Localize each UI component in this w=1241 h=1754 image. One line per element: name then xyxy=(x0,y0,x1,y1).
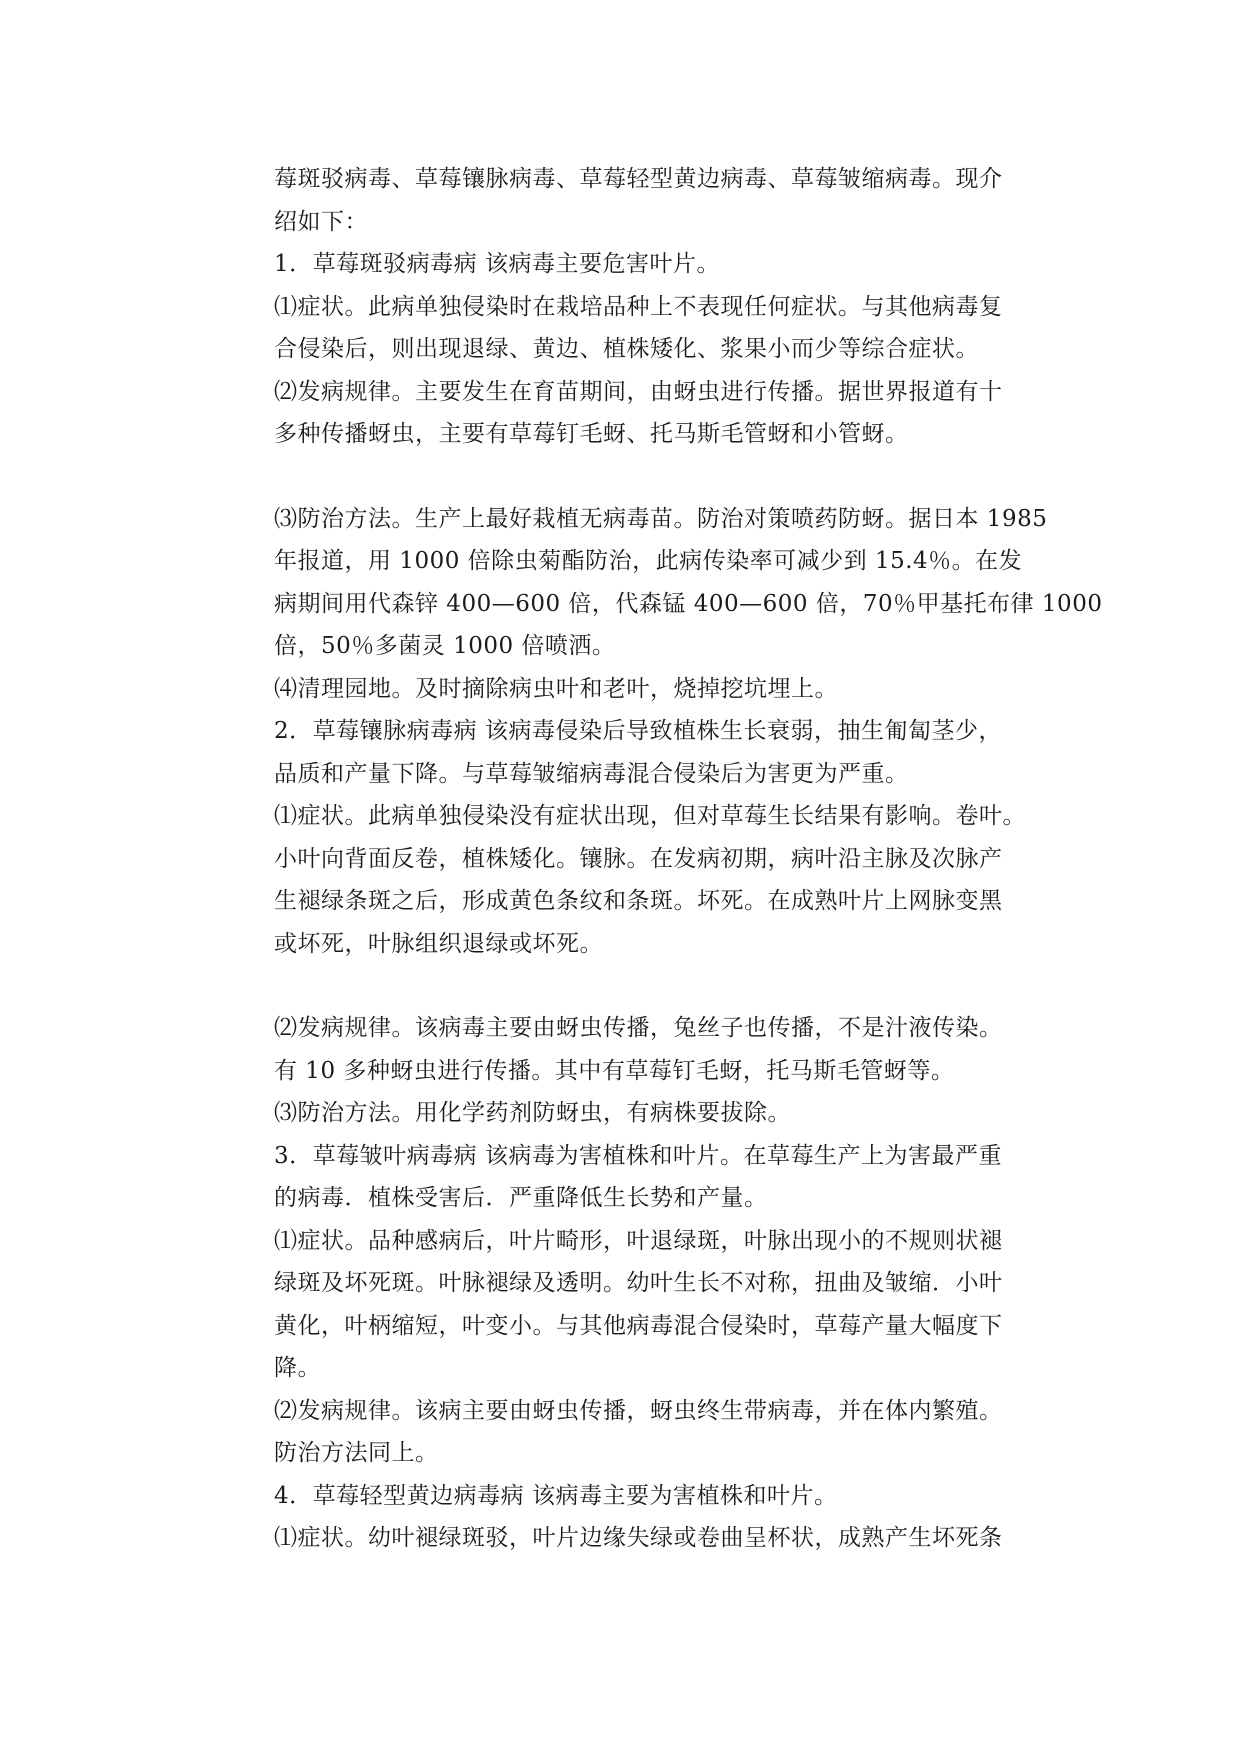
text-line: ⑴症状。此病单独侵染时在栽培品种上不表现任何症状。与其他病毒复 xyxy=(274,293,1003,320)
text-line: 生褪绿条斑之后，形成黄色条纹和条斑。坏死。在成熟叶片上网脉变黑 xyxy=(274,888,1003,914)
text-line: ⑶防治方法。用化学药剂防蚜虫，有病株要拔除。 xyxy=(274,1100,791,1126)
text-line: 多种传播蚜虫，主要有草莓钉毛蚜、托马斯毛管蚜和小管蚜。 xyxy=(274,421,909,447)
text-line: 小叶向背面反卷，植株矮化。镶脉。在发病初期，病叶沿主脉及次脉产 xyxy=(274,845,1003,872)
text-line: 绿斑及坏死斑。叶脉褪绿及透明。幼叶生长不对称，扭曲及皱缩．小叶 xyxy=(274,1270,1003,1296)
text-line: ⑷清理园地。及时摘除病虫叶和老叶，烧掉挖坑埋上。 xyxy=(274,675,838,702)
text-line: ⑵发病规律。该病主要由蚜虫传播，蚜虫终生带病毒，并在体内繁殖。 xyxy=(274,1397,1003,1424)
text-line: ⑴症状。幼叶褪绿斑驳，叶片边缘失绿或卷曲呈杯状，成熟产生坏死条 xyxy=(274,1525,1003,1551)
text-line: 绍如下： xyxy=(274,208,368,235)
document-body xyxy=(274,158,1103,1560)
text-line: 病期间用代森锌 400—600 倍，代森锰 400—600 倍，70％甲基托布律 1000 xyxy=(274,590,1103,617)
text-line: 的病毒．植株受害后．严重降低生长势和产量。 xyxy=(274,1185,768,1211)
text-line: 或坏死，叶脉组织退绿或坏死。 xyxy=(274,930,603,957)
text-line: 降。 xyxy=(274,1355,321,1381)
section-heading: 2．草莓镶脉病毒病 该病毒侵染后导致植株生长衰弱，抽生匍匐茎少， xyxy=(274,718,1002,744)
section-heading: 1．草莓斑驳病毒病 该病毒主要危害叶片。 xyxy=(274,251,720,277)
text-line: 倍，50％多菌灵 1000 倍喷洒。 xyxy=(274,633,616,659)
text-line: 有 10 多种蚜虫进行传播。其中有草莓钉毛蚜，托马斯毛管蚜等。 xyxy=(274,1057,955,1084)
text-line: ⑵发病规律。主要发生在育苗期间，由蚜虫进行传播。据世界报道有十 xyxy=(274,378,1003,405)
text-line: 莓斑驳病毒、草莓镶脉病毒、草莓轻型黄边病毒、草莓皱缩病毒。现介 xyxy=(274,166,1003,192)
text-line: 年报道，用 1000 倍除虫菊酯防治，此病传染率可减少到 15.4％。在发 xyxy=(274,548,1023,574)
text-line: 品质和产量下降。与草莓皱缩病毒混合侵染后为害更为严重。 xyxy=(274,760,909,787)
blank-line xyxy=(274,965,1054,1007)
text-line: 黄化，叶柄缩短，叶变小。与其他病毒混合侵染时，草莓产量大幅度下 xyxy=(274,1312,1003,1339)
section-heading: 3．草莓皱叶病毒病 该病毒为害植株和叶片。在草莓生产上为害最严重 xyxy=(274,1142,1002,1169)
text-line: ⑴症状。品种感病后，叶片畸形，叶退绿斑，叶脉出现小的不规则状褪 xyxy=(274,1227,1003,1254)
text-line: 防治方法同上。 xyxy=(274,1440,439,1466)
text-line: 合侵染后，则出现退绿、黄边、植株矮化、浆果小而少等综合症状。 xyxy=(274,336,979,362)
text-line: ⑴症状。此病单独侵染没有症状出现，但对草莓生长结果有影响。卷叶。 xyxy=(274,803,1026,829)
text-line: ⑶防治方法。生产上最好栽植无病毒苗。防治对策喷药防蚜。据日本 1985 xyxy=(274,505,1048,532)
blank-line xyxy=(274,456,1054,498)
section-heading: 4．草莓轻型黄边病毒病 该病毒主要为害植株和叶片。 xyxy=(274,1482,838,1509)
text-line: ⑵发病规律。该病毒主要由蚜虫传播，兔丝子也传播，不是汁液传染。 xyxy=(274,1015,1003,1041)
